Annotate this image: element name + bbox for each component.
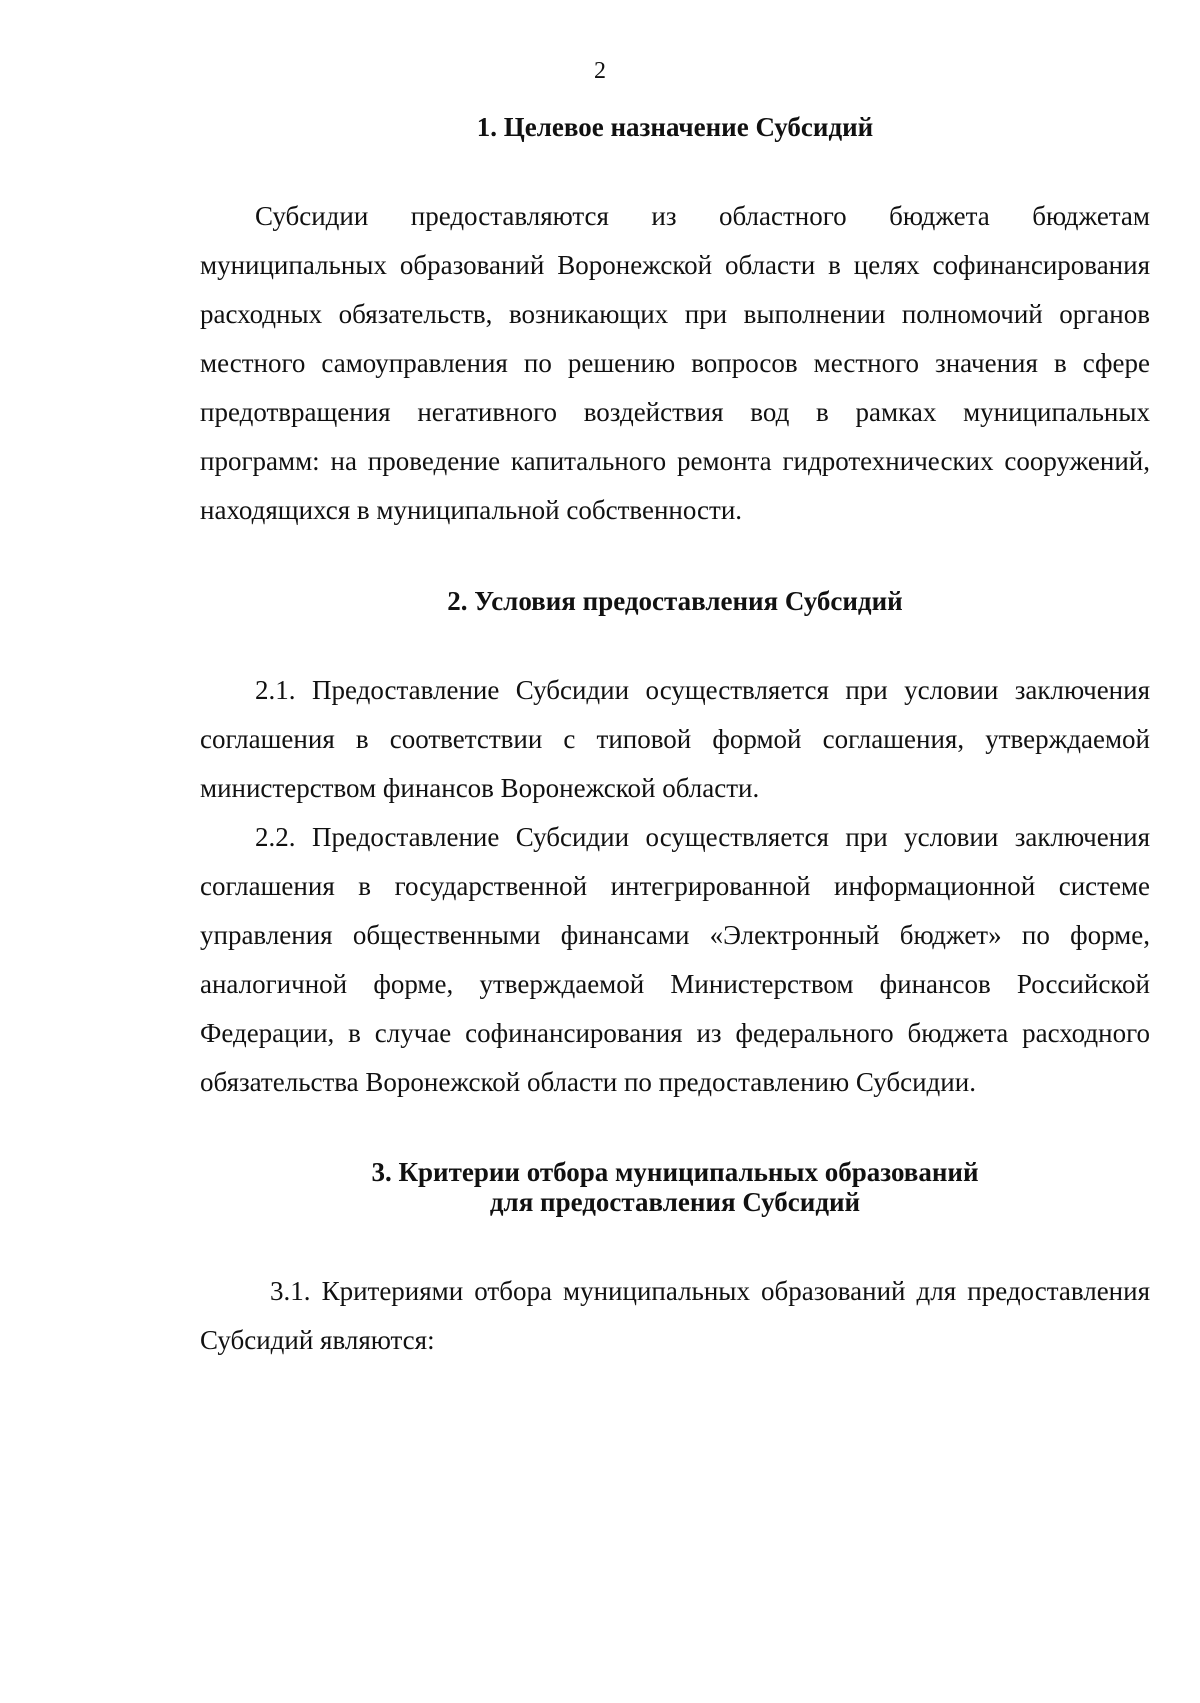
section-1-heading: 1. Целевое назначение Субсидий: [476, 112, 874, 142]
section-3-1-paragraph: 3.1. Критериями отбора муниципальных образований для предоставления Субсидий являются:: [200, 1276, 1150, 1355]
document-body: [200, 112, 1150, 1365]
section-2-2-paragraph: 2.2. Предоставление Субсидии осуществляется при условии заключения соглашения в государственной интегрированной информационной системе управления общественными финансами «Электронный бюджет» по форме, аналогичной форме, утверждаемой Министерством финансов Российской Федерации, в случае софинансирования из федерального бюджета расходного обязательства Воронежской области по предоставлению Субсидии.: [200, 822, 1150, 1097]
section-3-heading-line-1: 3. Критерии отбора муниципальных образований: [371, 1157, 979, 1187]
section-2-1-paragraph: 2.1. Предоставление Субсидии осуществляется при условии заключения соглашения в соответствии с типовой формой соглашения, утверждаемой министерством финансов Воронежской области.: [200, 675, 1150, 803]
section-2-heading: 2. Условия предоставления Субсидий: [447, 586, 903, 616]
section-3-heading: [200, 1157, 1150, 1217]
section-1-paragraph: Субсидии предоставляются из областного бюджета бюджетам муниципальных образований Воронежской области в целях софинансирования расходных обязательств, возникающих при выполнении полномочий органов местного самоуправления по решению вопросов местного значения в сфере предотвращения негативного воздействия вод в рамках муниципальных программ: на проведение капитального ремонта гидротехнических сооружений, находящихся в муниципальной собственности.: [200, 201, 1150, 525]
section-3-heading-line-2: для предоставления Субсидий: [489, 1187, 861, 1217]
page-number: 2: [594, 58, 606, 84]
